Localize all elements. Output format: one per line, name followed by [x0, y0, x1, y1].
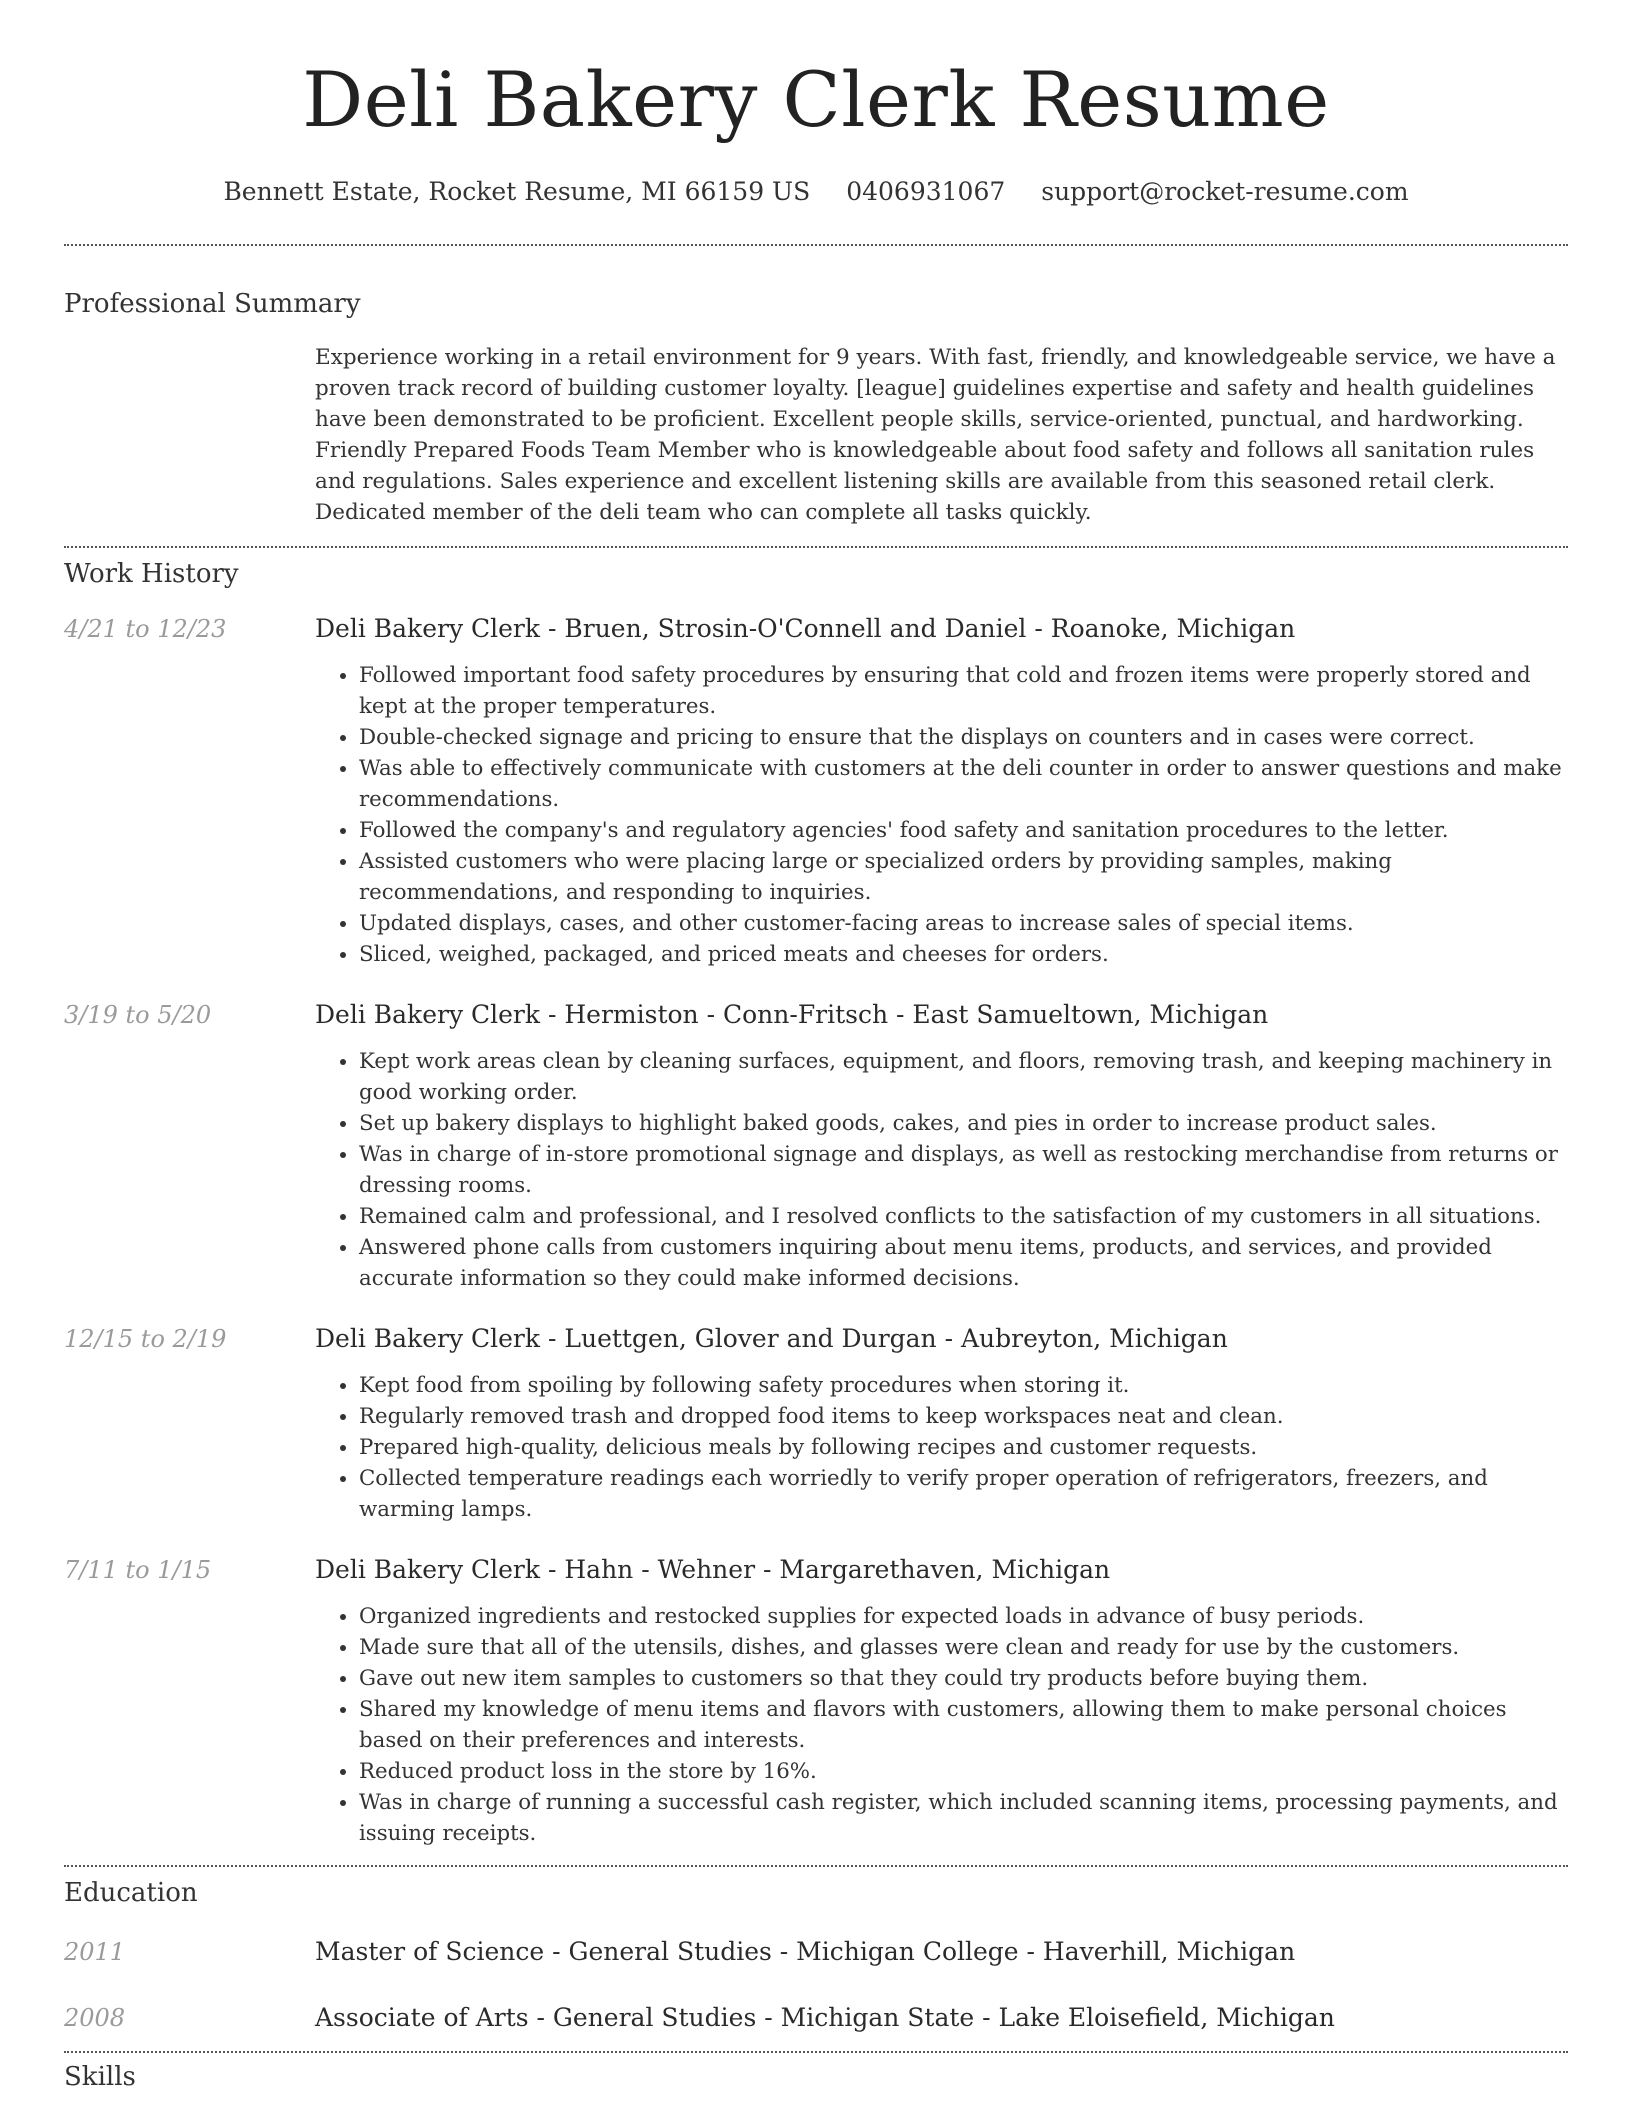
job-bullet: • Assisted customers who were placing large or specialized orders by providing samples, making recommendations, and responding to inquiries.	[359, 846, 1568, 908]
job-bullet: • Was in charge of running a successful cash register, which included scanning items, processing payments, and issuing receipts.	[359, 1787, 1568, 1849]
job-bullet: • Organized ingredients and restocked supplies for expected loads in advance of busy periods.	[359, 1601, 1568, 1632]
job-bullet: • Followed important food safety procedures by ensuring that cold and frozen items were properly stored and kept at the proper temperatures.	[359, 660, 1568, 722]
job-bullet: • Updated displays, cases, and other customer-facing areas to increase sales of special items.	[359, 908, 1568, 939]
work-divider	[64, 1865, 1568, 1867]
job-bullet: • Kept food from spoiling by following safety procedures when storing it.	[359, 1370, 1568, 1401]
job-bullet: • Was able to effectively communicate with customers at the deli counter in order to answer questions and make recommendations.	[359, 753, 1568, 815]
job-dates: 4/21 to 12/23	[64, 615, 227, 643]
job-bullet: • Made sure that all of the utensils, dishes, and glasses were clean and ready for use by the customers.	[359, 1632, 1568, 1663]
contact-address: Bennett Estate, Rocket Resume, MI 66159 US	[223, 177, 811, 206]
education-entry	[64, 1935, 1568, 1969]
job-bullet: • Was in charge of in-store promotional signage and displays, as well as restocking merchandise from returns or dressing rooms.	[359, 1139, 1568, 1201]
contact-phone: 0406931067	[846, 177, 1006, 206]
summary-divider	[64, 546, 1568, 548]
job-entry	[64, 1322, 1568, 1525]
education-divider	[64, 2051, 1568, 2053]
education-year: 2011	[64, 1938, 126, 1966]
education-entry	[64, 2001, 1568, 2035]
education-year: 2008	[64, 2004, 126, 2032]
education-section	[64, 1877, 1568, 2051]
job-bullet: • Followed the company's and regulatory agencies' food safety and sanitation procedures to the letter.	[359, 815, 1568, 846]
job-dates: 12/15 to 2/19	[64, 1325, 227, 1353]
resume-page	[64, 0, 1568, 2093]
resume-title: Deli Bakery Clerk Resume	[302, 55, 1330, 144]
summary-heading: Professional Summary	[64, 289, 361, 319]
job-details	[315, 1553, 1568, 1849]
section-spacer	[64, 2035, 1568, 2051]
job-bullets	[315, 1370, 1568, 1525]
job-bullet: • Set up bakery displays to highlight baked goods, cakes, and pies in order to increase product sales.	[359, 1108, 1568, 1139]
contact-line	[64, 176, 1568, 208]
work-history-heading: Work History	[64, 559, 239, 589]
job-heading: Deli Bakery Clerk - Hahn - Wehner - Margarethaven, Michigan	[315, 1555, 1111, 1584]
job-bullet: • Collected temperature readings each worriedly to verify proper operation of refrigerators, freezers, and warming lamps.	[359, 1463, 1568, 1525]
job-details	[315, 998, 1568, 1294]
job-bullet: • Answered phone calls from customers inquiring about menu items, products, and services, and provided accurate information so they could make informed decisions.	[359, 1232, 1568, 1294]
skills-heading: Skills	[64, 2062, 136, 2092]
job-bullet: • Remained calm and professional, and I resolved conflicts to the satisfaction of my customers in all situations.	[359, 1201, 1568, 1232]
job-details	[315, 1322, 1568, 1525]
job-bullet: • Sliced, weighed, packaged, and priced meats and cheeses for orders.	[359, 939, 1568, 970]
contact-email: support@rocket-resume.com	[1041, 177, 1409, 206]
job-heading: Deli Bakery Clerk - Bruen, Strosin-O'Connell and Daniel - Roanoke, Michigan	[315, 614, 1296, 643]
job-details	[315, 612, 1568, 970]
job-entry	[64, 998, 1568, 1294]
job-dates: 3/19 to 5/20	[64, 1001, 212, 1029]
job-bullets	[315, 1601, 1568, 1849]
job-entry	[64, 612, 1568, 970]
job-bullet: • Double-checked signage and pricing to ensure that the displays on counters and in cases were correct.	[359, 722, 1568, 753]
job-bullet: • Regularly removed trash and dropped food items to keep workspaces neat and clean.	[359, 1401, 1568, 1432]
work-history-section	[64, 558, 1568, 1865]
job-heading: Deli Bakery Clerk - Hermiston - Conn-Fritsch - East Samueltown, Michigan	[315, 1000, 1269, 1029]
job-bullet: • Prepared high-quality, delicious meals by following recipes and customer requests.	[359, 1432, 1568, 1463]
job-heading: Deli Bakery Clerk - Luettgen, Glover and Durgan - Aubreyton, Michigan	[315, 1324, 1228, 1353]
education-heading: Education	[64, 1878, 198, 1908]
job-bullets	[315, 660, 1568, 970]
job-bullet: • Shared my knowledge of menu items and flavors with customers, allowing them to make personal choices based on their preferences and interests.	[359, 1694, 1568, 1756]
summary-section	[64, 288, 1568, 528]
job-bullet: • Kept work areas clean by cleaning surfaces, equipment, and floors, removing trash, and keeping machinery in good working order.	[359, 1046, 1568, 1108]
education-details: Master of Science - General Studies - Michigan College - Haverhill, Michigan	[315, 1937, 1296, 1966]
header-divider	[64, 244, 1568, 246]
summary-text: Experience working in a retail environment for 9 years. With fast, friendly, and knowledgeable service, we have a proven track record of building customer loyalty. [league] guidelines expertise and safety and health guidelines have been demonstrated to be proficient. Excellent people skills, service-oriented, punctual, and hardworking. Friendly Prepared Foods Team Member who is knowledgeable about food safety and follows all sanitation rules and regulations. Sales experience and excellent listening skills are available from this seasoned retail clerk. Dedicated member of the deli team who can complete all tasks quickly.	[315, 345, 1556, 525]
job-bullet: • Reduced product loss in the store by 16%.	[359, 1756, 1568, 1787]
education-details: Associate of Arts - General Studies - Michigan State - Lake Eloisefield, Michigan	[315, 2003, 1335, 2032]
section-spacer	[64, 1849, 1568, 1865]
job-dates: 7/11 to 1/15	[64, 1556, 212, 1584]
job-bullet: • Gave out new item samples to customers so that they could try products before buying them.	[359, 1663, 1568, 1694]
job-entry	[64, 1553, 1568, 1849]
skills-section	[64, 2061, 1568, 2093]
job-bullets	[315, 1046, 1568, 1294]
